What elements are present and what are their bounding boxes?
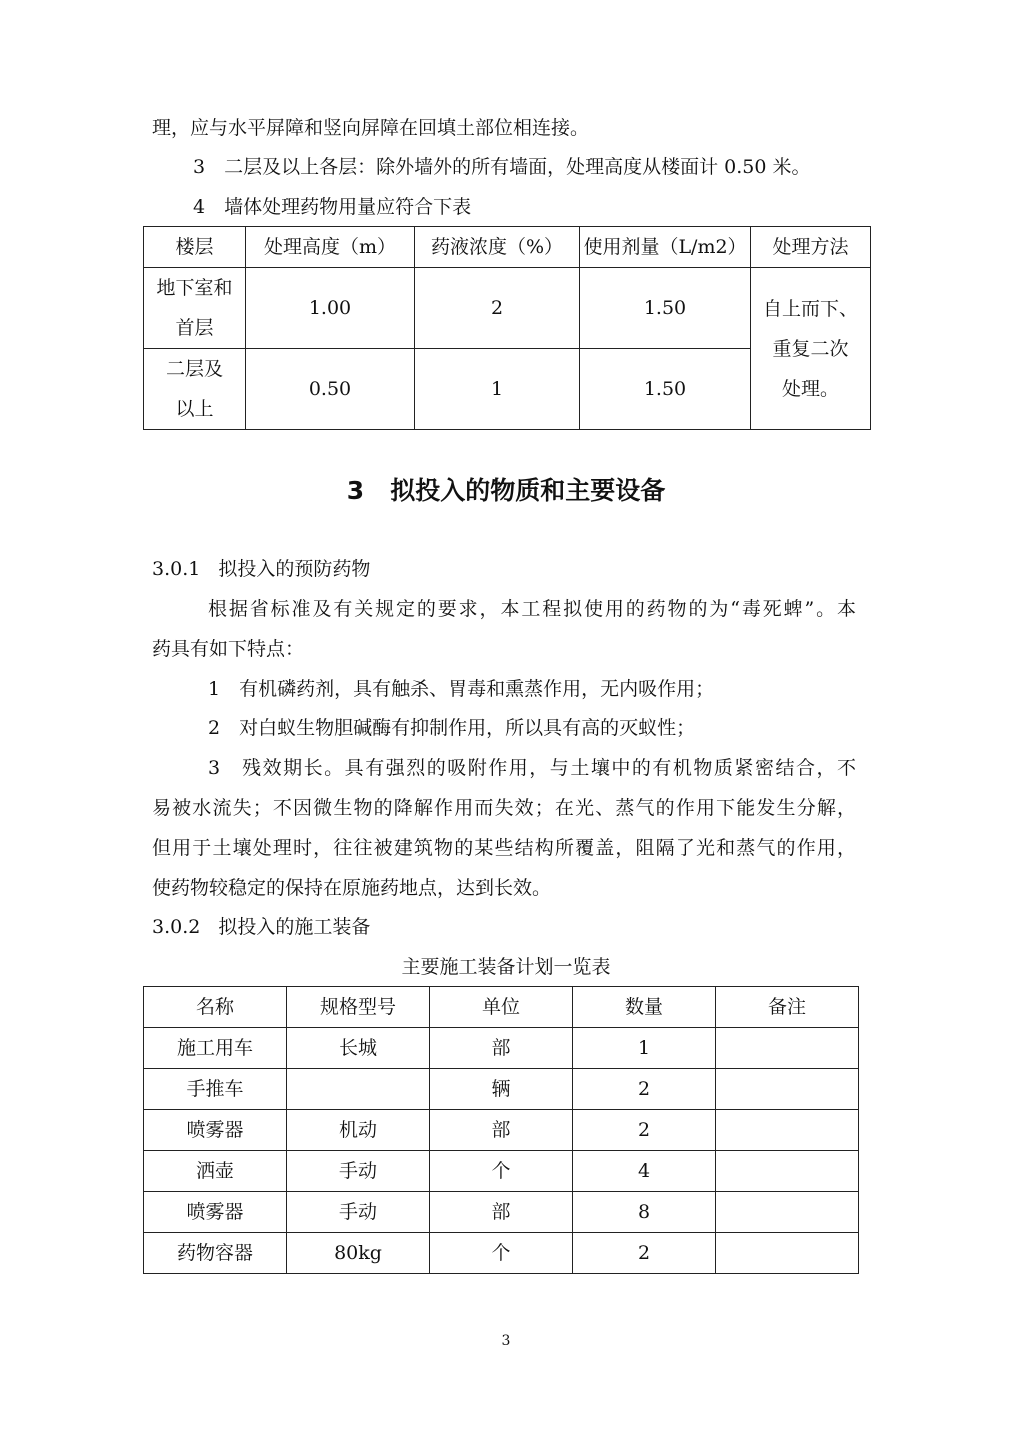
table-caption: 主要施工装备计划一览表 bbox=[401, 956, 611, 978]
paragraph-line: 理，应与水平屏障和竖向屏障在回填土部位相连接。 bbox=[152, 117, 590, 139]
concentration-cell: 1 bbox=[415, 349, 580, 430]
paragraph-line: 药具有如下特点： bbox=[152, 638, 305, 660]
floor-cell-line: 地下室和 bbox=[156, 277, 233, 299]
table-cell: 喷雾器 bbox=[144, 1110, 287, 1151]
paragraph-line: 3 二层及以上各层：除外墙外的所有墙面，处理高度从楼面计 0.50 米。 bbox=[193, 156, 811, 178]
table-cell: 8 bbox=[573, 1192, 716, 1233]
table-cell bbox=[716, 1110, 859, 1151]
subsection-title: 拟投入的预防药物 bbox=[218, 558, 371, 580]
section-heading bbox=[0, 475, 1012, 507]
floor-cell-line: 以上 bbox=[175, 398, 214, 420]
table-cell bbox=[716, 1151, 859, 1192]
subsection-heading bbox=[152, 557, 864, 581]
equipment-table bbox=[143, 986, 859, 1274]
table-cell bbox=[716, 1233, 859, 1274]
list-item: 3 残效期长。具有强烈的吸附作用，与土壤中的有机物质紧密结合，不 bbox=[208, 757, 856, 779]
subsection-heading bbox=[152, 915, 864, 939]
table-cell: 施工用车 bbox=[144, 1028, 287, 1069]
paragraph-line: 使药物较稳定的保持在原施药地点，达到长效。 bbox=[152, 877, 552, 899]
table-header-cell: 备注 bbox=[716, 987, 859, 1028]
table-cell bbox=[287, 1069, 430, 1110]
paragraph-line: 4 墙体处理药物用量应符合下表 bbox=[193, 196, 472, 218]
table-cell: 1 bbox=[573, 1028, 716, 1069]
table-cell: 部 bbox=[430, 1028, 573, 1069]
dosage-cell: 1.50 bbox=[580, 268, 751, 349]
table-cell: 部 bbox=[430, 1192, 573, 1233]
table-row bbox=[144, 1151, 859, 1192]
table-cell: 机动 bbox=[287, 1110, 430, 1151]
method-cell-line: 处理。 bbox=[781, 377, 839, 400]
table-row bbox=[144, 1069, 859, 1110]
table-row bbox=[144, 268, 871, 349]
method-cell bbox=[751, 268, 871, 430]
table-cell bbox=[716, 1192, 859, 1233]
floor-cell bbox=[144, 268, 246, 349]
table-header-cell: 药液浓度（%） bbox=[415, 227, 580, 268]
table-row bbox=[144, 1233, 859, 1274]
table-header-row bbox=[144, 227, 871, 268]
section-number: 3 bbox=[346, 476, 365, 505]
table-cell: 2 bbox=[573, 1069, 716, 1110]
table-cell: 长城 bbox=[287, 1028, 430, 1069]
table-header-cell: 名称 bbox=[144, 987, 287, 1028]
table-cell: 部 bbox=[430, 1110, 573, 1151]
table-header-cell: 单位 bbox=[430, 987, 573, 1028]
list-item: 1 有机磷药剂，具有触杀、胃毒和熏蒸作用，无内吸作用； bbox=[208, 678, 715, 700]
table-header-cell: 处理方法 bbox=[751, 227, 871, 268]
page-number: 3 bbox=[501, 1333, 511, 1349]
floor-cell-line: 首层 bbox=[175, 317, 214, 339]
table-cell: 80kg bbox=[287, 1233, 430, 1274]
table-cell bbox=[716, 1069, 859, 1110]
table-cell: 洒壶 bbox=[144, 1151, 287, 1192]
table-cell: 2 bbox=[573, 1110, 716, 1151]
table-cell: 药物容器 bbox=[144, 1233, 287, 1274]
floor-cell bbox=[144, 349, 246, 430]
table-cell: 手动 bbox=[287, 1151, 430, 1192]
dosage-cell: 1.50 bbox=[580, 349, 751, 430]
section-title: 拟投入的物质和主要设备 bbox=[390, 476, 666, 505]
table-header-cell: 数量 bbox=[573, 987, 716, 1028]
table-row bbox=[144, 1110, 859, 1151]
table-cell: 手动 bbox=[287, 1192, 430, 1233]
paragraph-line: 根据省标准及有关规定的要求，本工程拟使用的药物的为“毒死蜱”。本 bbox=[208, 598, 856, 620]
paragraph-line: 易被水流失；不因微生物的降解作用而失效；在光、蒸气的作用下能发生分解， bbox=[152, 797, 856, 819]
subsection-number: 3.0.1 bbox=[152, 558, 201, 580]
table-header-row bbox=[144, 987, 859, 1028]
table-header-cell: 楼层 bbox=[144, 227, 246, 268]
table-cell bbox=[716, 1028, 859, 1069]
height-cell: 0.50 bbox=[246, 349, 415, 430]
table-header-cell: 使用剂量（L/m2） bbox=[580, 227, 751, 268]
table-cell: 手推车 bbox=[144, 1069, 287, 1110]
table-cell: 辆 bbox=[430, 1069, 573, 1110]
wall-treatment-table bbox=[143, 226, 871, 430]
table-header-cell: 规格型号 bbox=[287, 987, 430, 1028]
table-cell: 个 bbox=[430, 1151, 573, 1192]
table-row bbox=[144, 1192, 859, 1233]
table-header-cell: 处理高度（m） bbox=[246, 227, 415, 268]
table-cell: 4 bbox=[573, 1151, 716, 1192]
table-cell: 2 bbox=[573, 1233, 716, 1274]
method-cell-line: 自上而下、 bbox=[762, 297, 858, 320]
method-cell-line: 重复二次 bbox=[772, 337, 849, 360]
list-item: 2 对白蚁生物胆碱酶有抑制作用，所以具有高的灭蚁性； bbox=[208, 717, 696, 739]
table-cell: 个 bbox=[430, 1233, 573, 1274]
subsection-title: 拟投入的施工装备 bbox=[218, 916, 371, 938]
paragraph-line: 但用于土壤处理时，往往被建筑物的某些结构所覆盖，阻隔了光和蒸气的作用， bbox=[152, 837, 856, 859]
table-row bbox=[144, 1028, 859, 1069]
concentration-cell: 2 bbox=[415, 268, 580, 349]
table-cell: 喷雾器 bbox=[144, 1192, 287, 1233]
subsection-number: 3.0.2 bbox=[152, 916, 201, 938]
floor-cell-line: 二层及 bbox=[165, 358, 223, 380]
height-cell: 1.00 bbox=[246, 268, 415, 349]
